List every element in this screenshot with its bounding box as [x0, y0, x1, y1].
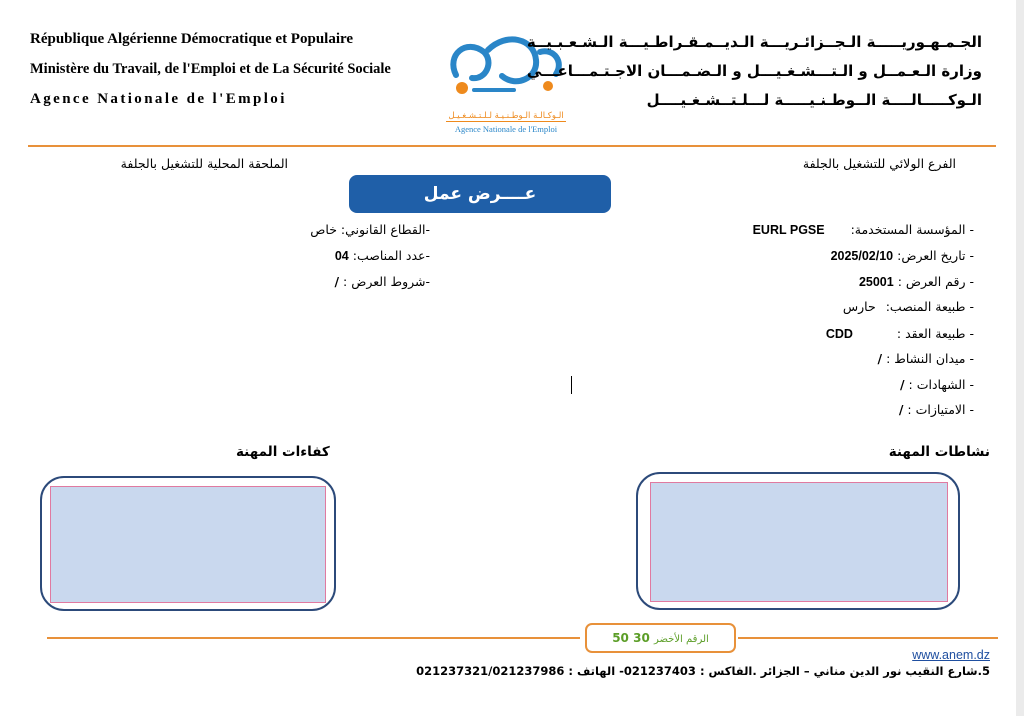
activities-box-content[interactable] [650, 482, 948, 602]
branch-left: الملحقة المحلية للتشغيل بالجلفة [120, 156, 288, 171]
field-value: خاص [310, 222, 337, 237]
green-number-value: 30 50 [612, 631, 650, 645]
scrollbar[interactable] [1016, 0, 1024, 716]
field-value: EURL PGSE [752, 223, 825, 237]
header-fr-republic: République Algérienne Démocratique et Populaire [30, 31, 354, 47]
green-number-label: الرقم الأخضر [653, 634, 709, 645]
field-label: - طبيعة المنصب: [885, 299, 974, 314]
text-cursor [571, 376, 572, 394]
header-fr-agency: Agence Nationale de l'Emploi [30, 91, 287, 107]
field-label: -عدد المناصب: [352, 248, 430, 263]
header-divider [28, 145, 996, 147]
field-value: / [898, 402, 904, 417]
field-employer [753, 222, 974, 237]
field-positions-count [335, 248, 430, 263]
footer-address: 5.شارع النقيب نور الدين مناني – الجزائر .الفاكس : 021237403- الهاتف : 021237321/021237986 [416, 664, 990, 678]
field-label: - تاريخ العرض: [897, 248, 974, 263]
field-offer-conditions [334, 274, 430, 289]
skills-box[interactable] [40, 476, 336, 611]
footer-divider-right [738, 637, 998, 639]
field-activity-field [878, 351, 974, 366]
field-value: / [334, 274, 340, 289]
field-offer-date [831, 248, 974, 263]
field-legal-sector [310, 222, 430, 237]
header-ar-agency: الـوكـــــالــــة الــوطـنـيـــــة لـــلـتــشـغـيــــل [646, 91, 982, 109]
field-offer-number [859, 274, 974, 289]
field-value: 2025/02/10 [830, 249, 894, 263]
field-value: 04 [334, 249, 349, 263]
field-contract [826, 326, 974, 341]
field-label: - الشهادات : [908, 377, 974, 392]
field-value: حارس [842, 299, 876, 314]
header-fr-ministry: Ministère du Travail, de l'Emploi et de La Sécurité Sociale [30, 61, 391, 77]
field-label: -القطاع القانوني: [340, 222, 430, 237]
field-value: / [899, 377, 905, 392]
footer-divider-left [47, 637, 580, 639]
activities-box[interactable] [636, 472, 960, 610]
field-position [843, 299, 974, 314]
field-benefits [899, 402, 974, 417]
heading-activities: نشاطات المهنة [888, 444, 990, 460]
field-value: CDD [825, 327, 853, 341]
field-label: - رقم العرض : [897, 274, 974, 289]
header-ar-republic: الجـمـهـوريـــــة الـجــزائـريـــة الـديــمـقـراطـيـــة الـشـعـبـيــة [526, 33, 982, 51]
header-ar-ministry: وزارة الـعـمــل و الـتـــشـغـيـــل و الـضـمـــان الاجـتـمـــاعـــي [526, 62, 982, 80]
logo-fr-caption: Agence Nationale de l'Emploi [454, 124, 558, 134]
field-label: - المؤسسة المستخدمة: [850, 222, 974, 237]
field-label: -شروط العرض : [343, 274, 430, 289]
heading-skills: كفاءات المهنة [236, 444, 330, 460]
logo-ar-caption: الـوكـالـة الـوطـنـيـة لـلـتـشـغـيـل [448, 111, 564, 121]
field-diplomas [900, 377, 974, 392]
offer-title: عــــرض عمل [349, 175, 611, 213]
green-number-badge [585, 623, 736, 653]
website-link[interactable]: www.anem.dz [912, 648, 990, 662]
branch-right: الفرع الولائي للتشغيل بالجلفة [802, 156, 956, 171]
skills-box-content[interactable] [50, 486, 326, 603]
field-label: - الامتيازات : [907, 402, 974, 417]
field-label: - طبيعة العقد : [896, 326, 974, 341]
field-value: 25001 [858, 275, 894, 289]
logo-divider [446, 121, 566, 122]
field-value: / [877, 351, 883, 366]
field-label: - ميدان النشاط : [886, 351, 974, 366]
